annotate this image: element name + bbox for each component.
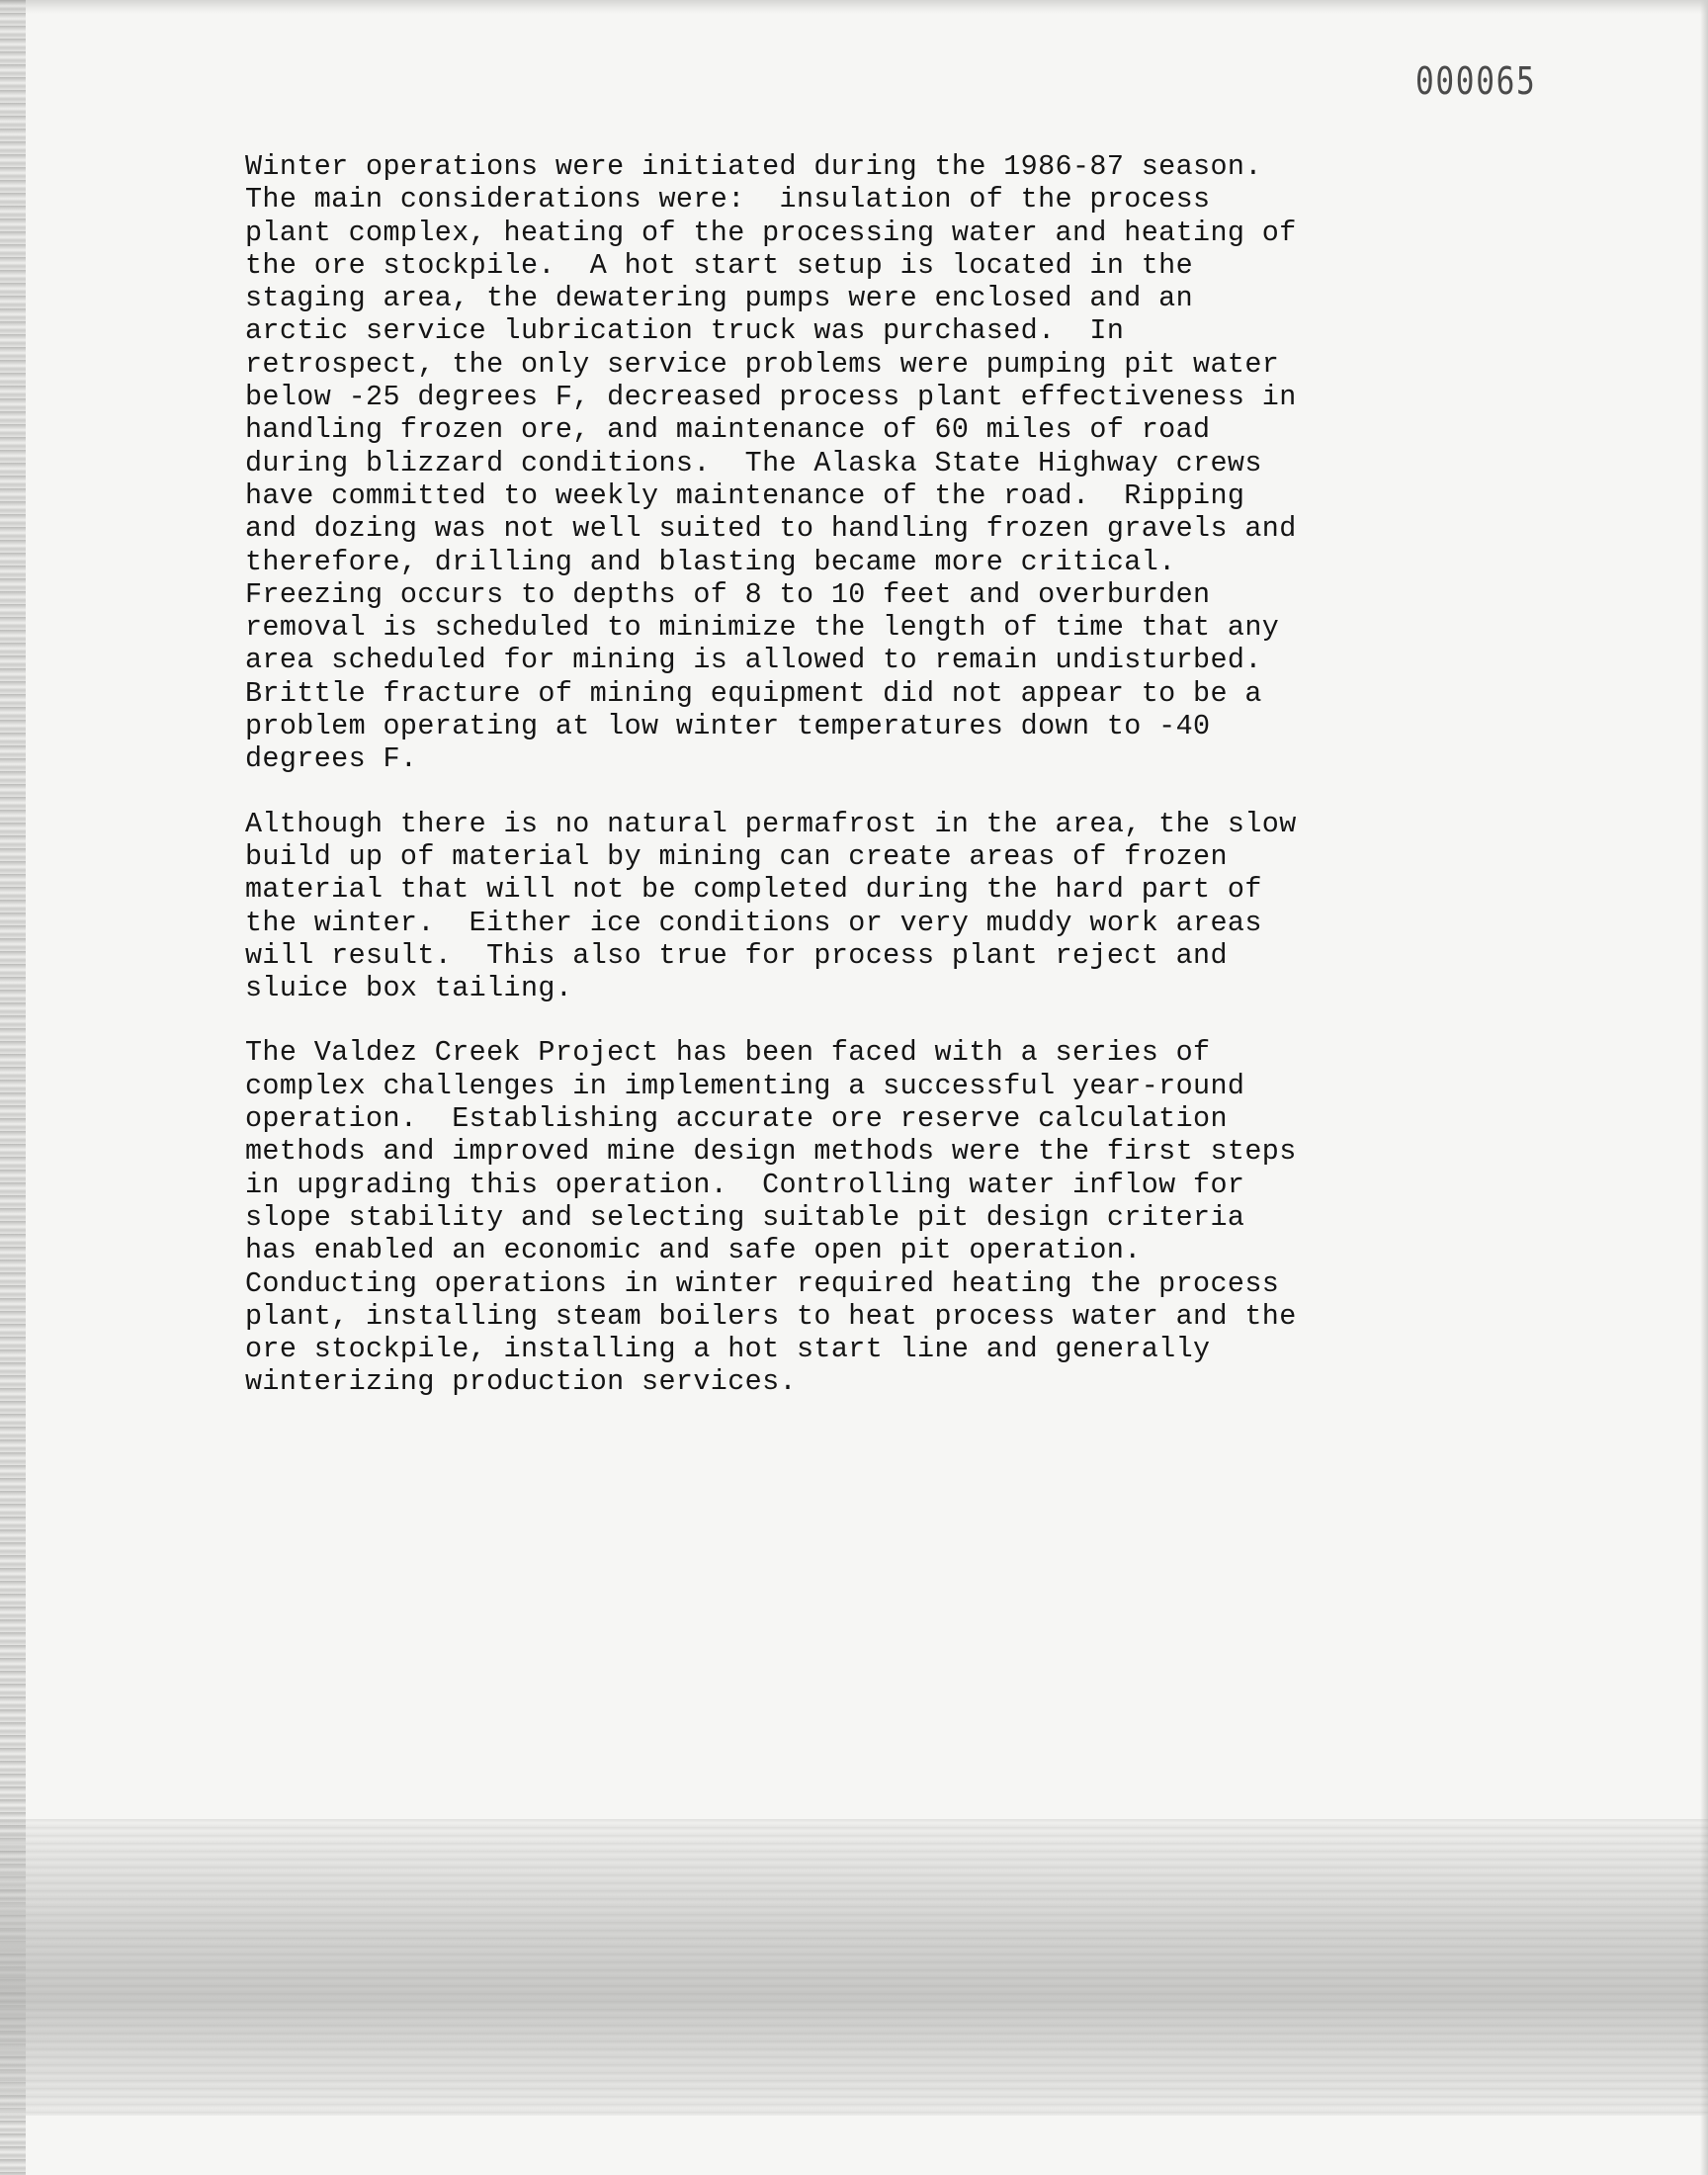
text-line: handling frozen ore, and maintenance of 60 miles of road [245,413,1211,447]
text-line: therefore, drilling and blasting became more critical. [245,545,1176,578]
text-line: sluice box tailing. [245,972,573,1005]
text-line: during blizzard conditions. The Alaska State Highway crews [245,446,1262,479]
text-line: complex challenges in implementing a successful year-round [245,1069,1245,1102]
text-line: removal is scheduled to minimize the length of time that any [245,611,1280,645]
scan-bottom-shadow [0,1819,1708,2116]
text-line: Although there is no natural permafrost in the area, the slow [245,807,1297,840]
text-line: build up of material by mining can create areas of frozen [245,839,1228,873]
text-line: slope stability and selecting suitable pit design criteria [245,1200,1245,1234]
text-line: the winter. Either ice conditions or very muddy work areas [245,906,1262,939]
text-line: Conducting operations in winter required heating the process [245,1266,1280,1300]
text-line: operation. Establishing accurate ore reserve calculation [245,1102,1228,1136]
text-line: Brittle fracture of mining equipment did not appear to be a [245,676,1262,710]
text-line: Winter operations were initiated during the 1986-87 season. [245,150,1262,183]
body-text [245,150,1530,1399]
text-line: plant, installing steam boilers to heat process water and the [245,1299,1297,1333]
text-line: retrospect, the only service problems were pumping pit water [245,347,1280,381]
text-line: Freezing occurs to depths of 8 to 10 feet and overburden [245,577,1211,611]
paragraph-project-summary [245,1036,1530,1398]
text-line: The main considerations were: insulation of the process [245,183,1211,217]
page-number: 000065 [1415,59,1537,103]
text-line: will result. This also true for process plant reject and [245,938,1228,972]
text-line: in upgrading this operation. Controlling water inflow for [245,1168,1245,1201]
text-line: area scheduled for mining is allowed to remain undisturbed. [245,644,1262,677]
text-line: degrees F. [245,742,418,776]
text-line: ore stockpile, installing a hot start line and generally [245,1333,1211,1366]
text-line: problem operating at low winter temperatures down to -40 [245,710,1211,743]
text-line: the ore stockpile. A hot start setup is located in the [245,248,1194,282]
text-line: material that will not be completed during the hard part of [245,873,1262,907]
text-line: staging area, the dewatering pumps were enclosed and an [245,282,1194,315]
text-line: have committed to weekly maintenance of the road. Ripping [245,478,1245,512]
scan-top-edge [0,0,1708,14]
text-line: below -25 degrees F, decreased process plant effectiveness in [245,381,1297,414]
paragraph-winter-operations [245,150,1530,776]
text-line: methods and improved mine design methods were the first steps [245,1135,1297,1169]
text-line: winterizing production services. [245,1365,797,1399]
text-line: has enabled an economic and safe open pit operation. [245,1234,1142,1267]
text-line: arctic service lubrication truck was purchased. In [245,314,1125,348]
text-line: plant complex, heating of the processing water and heating of [245,216,1297,249]
paragraph-permafrost [245,808,1530,1005]
text-line: and dozing was not well suited to handling frozen gravels and [245,512,1297,546]
text-line: The Valdez Creek Project has been faced with a series of [245,1036,1211,1070]
